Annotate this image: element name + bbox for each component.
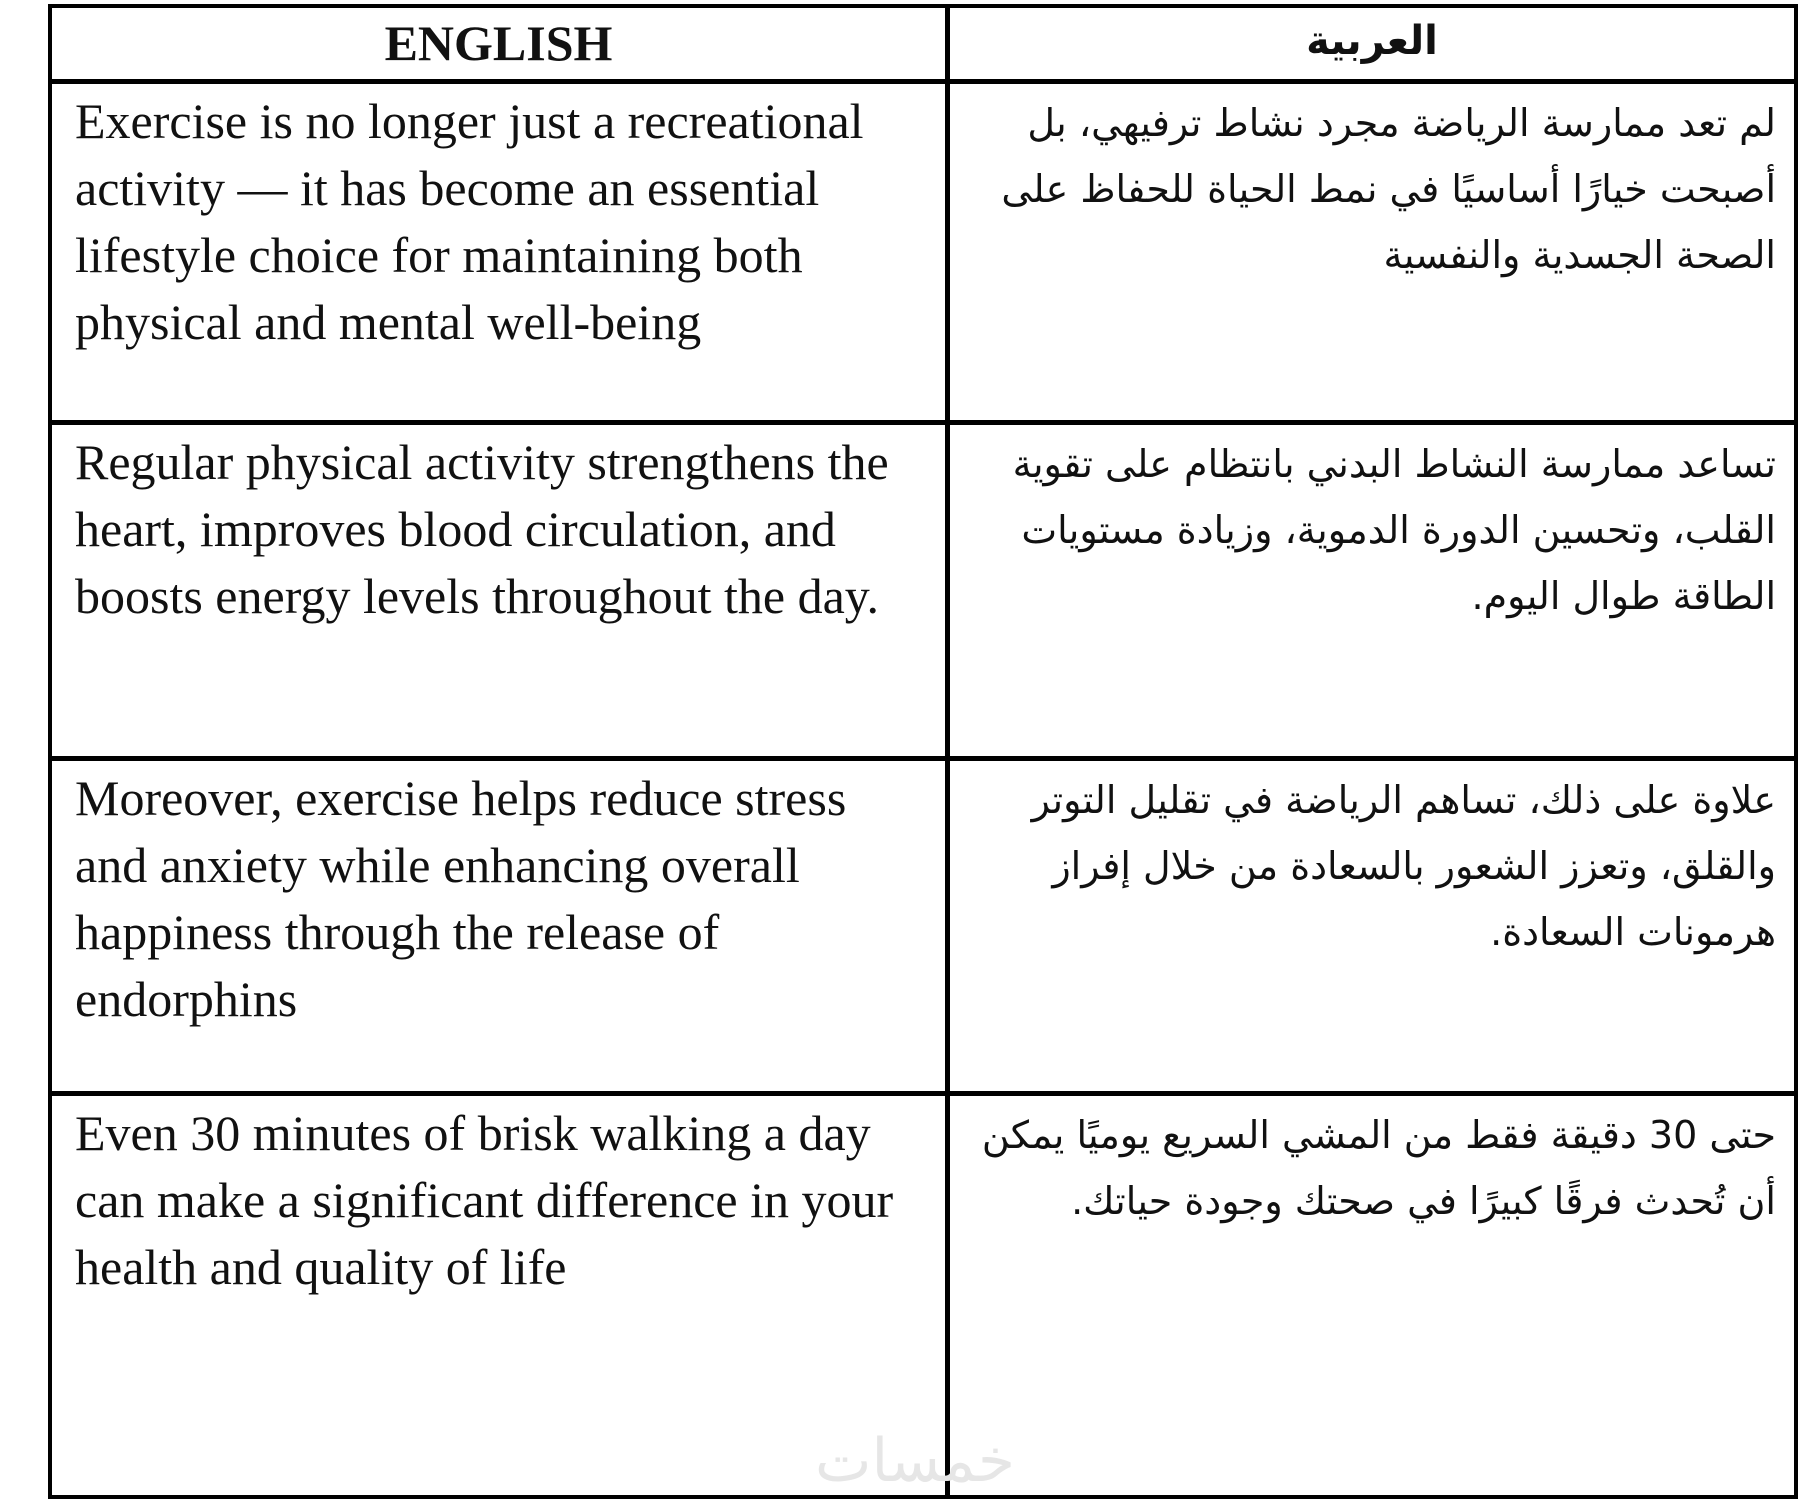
row-4-arabic: حتى 30 دقيقة فقط من المشي السريع يوميًا يمكن أن تُحدث فرقًا كبيرًا في صحتك وجودة حياتك. <box>981 1113 1776 1223</box>
row-4-english: Even 30 minutes of brisk walking a day can make a significant difference in your health and quality of life <box>75 1105 894 1295</box>
row-1-arabic: لم تعد ممارسة الرياضة مجرد نشاط ترفيهي، بل أصبحت خيارًا أساسيًا في نمط الحياة للحفاظ على الصحة الجسدية والنفسية <box>1001 101 1776 277</box>
header-english: ENGLISH <box>384 15 613 71</box>
header-arabic: العربية <box>1306 18 1438 64</box>
row-3-english: Moreover, exercise helps reduce stress and anxiety while enhancing overall happiness through the release of endorphins <box>75 770 847 1027</box>
row-1-english: Exercise is no longer just a recreational activity — it has become an essential lifestyle choice for maintaining both physical and mental well-being <box>75 93 864 350</box>
watermark: خمسات <box>814 1426 1016 1496</box>
row-2-english: Regular physical activity strengthens the heart, improves blood circulation, and boosts energy levels throughout the day. <box>75 434 889 624</box>
row-2-arabic: تساعد ممارسة النشاط البدني بانتظام على تقوية القلب، وتحسين الدورة الدموية، وزيادة مستويات الطاقة طوال اليوم. <box>1012 442 1776 618</box>
row-3-arabic: علاوة على ذلك، تساهم الرياضة في تقليل التوتر والقلق، وتعزز الشعور بالسعادة من خلال إفراز هرمونات السعادة. <box>1031 778 1776 954</box>
translation-table <box>48 4 1798 1499</box>
